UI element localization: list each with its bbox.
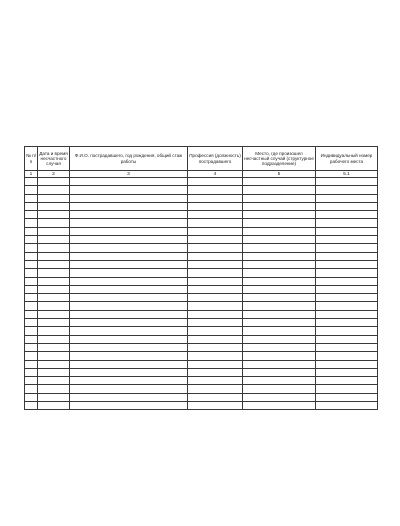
table-cell bbox=[316, 211, 378, 219]
table-cell bbox=[38, 335, 70, 343]
table-cell bbox=[243, 310, 316, 318]
table-cell bbox=[25, 236, 38, 244]
column-number-cell: 3 bbox=[70, 171, 188, 178]
table-row bbox=[25, 260, 378, 268]
table-cell bbox=[38, 310, 70, 318]
table-cell bbox=[188, 277, 243, 285]
table-cell bbox=[188, 202, 243, 210]
table-cell bbox=[38, 327, 70, 335]
table-row bbox=[25, 368, 378, 376]
table-cell bbox=[188, 393, 243, 401]
table-cell bbox=[25, 385, 38, 393]
table-cell bbox=[25, 269, 38, 277]
table-cell bbox=[38, 402, 70, 410]
table-cell bbox=[188, 319, 243, 327]
table-cell bbox=[243, 285, 316, 293]
table-row bbox=[25, 211, 378, 219]
table-cell bbox=[25, 302, 38, 310]
table-cell bbox=[70, 343, 188, 351]
table-cell bbox=[188, 294, 243, 302]
table-cell bbox=[316, 277, 378, 285]
table-cell bbox=[243, 343, 316, 351]
table-row bbox=[25, 194, 378, 202]
table-cell bbox=[316, 319, 378, 327]
table-cell bbox=[188, 227, 243, 235]
table-cell bbox=[243, 178, 316, 186]
table-cell bbox=[70, 202, 188, 210]
table-row bbox=[25, 252, 378, 260]
table-row bbox=[25, 319, 378, 327]
table-cell bbox=[316, 294, 378, 302]
table-cell bbox=[188, 327, 243, 335]
table-cell bbox=[25, 227, 38, 235]
table-row bbox=[25, 335, 378, 343]
table-cell bbox=[70, 377, 188, 385]
table-cell bbox=[316, 244, 378, 252]
table-cell bbox=[38, 294, 70, 302]
table-cell bbox=[316, 368, 378, 376]
table-cell bbox=[38, 269, 70, 277]
table-cell bbox=[316, 360, 378, 368]
table-cell bbox=[70, 402, 188, 410]
table-cell bbox=[38, 352, 70, 360]
table-cell bbox=[243, 368, 316, 376]
table-cell bbox=[25, 327, 38, 335]
column-header-victim-name: Ф.И.О. пострадавшего, год рождения, общий стаж работы bbox=[70, 147, 188, 171]
table-cell bbox=[38, 385, 70, 393]
table-cell bbox=[38, 186, 70, 194]
table-cell bbox=[243, 377, 316, 385]
table-cell bbox=[38, 377, 70, 385]
table-cell bbox=[38, 194, 70, 202]
table-cell bbox=[243, 186, 316, 194]
table-cell bbox=[25, 360, 38, 368]
table-cell bbox=[316, 393, 378, 401]
table-cell bbox=[316, 202, 378, 210]
table-cell bbox=[70, 269, 188, 277]
table-cell bbox=[70, 194, 188, 202]
table-row bbox=[25, 402, 378, 410]
table-cell bbox=[188, 302, 243, 310]
header-row bbox=[25, 147, 378, 171]
table-cell bbox=[25, 194, 38, 202]
table-cell bbox=[243, 202, 316, 210]
table-row bbox=[25, 277, 378, 285]
table-cell bbox=[243, 402, 316, 410]
table-cell bbox=[70, 260, 188, 268]
table-cell bbox=[38, 360, 70, 368]
table-cell bbox=[38, 285, 70, 293]
table-cell bbox=[316, 269, 378, 277]
table-cell bbox=[188, 377, 243, 385]
table-cell bbox=[188, 194, 243, 202]
table-cell bbox=[25, 377, 38, 385]
table-cell bbox=[243, 294, 316, 302]
table-cell bbox=[38, 368, 70, 376]
table-cell bbox=[243, 194, 316, 202]
table-cell bbox=[316, 178, 378, 186]
table-row bbox=[25, 244, 378, 252]
column-header-location: Место, где произошел несчастный случай (структурное подразделение) bbox=[243, 147, 316, 171]
table-row bbox=[25, 343, 378, 351]
table-cell bbox=[70, 236, 188, 244]
table-cell bbox=[188, 219, 243, 227]
table-row bbox=[25, 294, 378, 302]
table-cell bbox=[38, 178, 70, 186]
table-row bbox=[25, 302, 378, 310]
table-cell bbox=[25, 186, 38, 194]
table-cell bbox=[70, 244, 188, 252]
table-cell bbox=[25, 211, 38, 219]
table-row bbox=[25, 360, 378, 368]
table-cell bbox=[70, 186, 188, 194]
table-cell bbox=[70, 310, 188, 318]
table-cell bbox=[38, 393, 70, 401]
table-row bbox=[25, 202, 378, 210]
table-cell bbox=[188, 343, 243, 351]
table-row bbox=[25, 178, 378, 186]
table-cell bbox=[316, 236, 378, 244]
table-cell bbox=[243, 393, 316, 401]
table-cell bbox=[243, 260, 316, 268]
table-cell bbox=[243, 269, 316, 277]
table-cell bbox=[188, 368, 243, 376]
table-row bbox=[25, 352, 378, 360]
column-header-workplace-id: Индивидуальный номер рабочего места bbox=[316, 147, 378, 171]
table-cell bbox=[243, 219, 316, 227]
table-cell bbox=[316, 335, 378, 343]
table-cell bbox=[38, 252, 70, 260]
table-cell bbox=[243, 211, 316, 219]
table-cell bbox=[25, 178, 38, 186]
table-cell bbox=[188, 402, 243, 410]
table-cell bbox=[38, 277, 70, 285]
table-cell bbox=[25, 352, 38, 360]
table-cell bbox=[316, 285, 378, 293]
table-cell bbox=[25, 244, 38, 252]
table-cell bbox=[316, 343, 378, 351]
table-row bbox=[25, 186, 378, 194]
table-cell bbox=[70, 319, 188, 327]
column-header-profession: Профессия (должность) пострадавшего bbox=[188, 147, 243, 171]
table-cell bbox=[243, 385, 316, 393]
table-cell bbox=[25, 319, 38, 327]
table-cell bbox=[188, 260, 243, 268]
accident-journal-table bbox=[24, 146, 378, 410]
column-number-cell: 5 bbox=[243, 171, 316, 178]
table-cell bbox=[70, 385, 188, 393]
table-row bbox=[25, 385, 378, 393]
table-cell bbox=[70, 335, 188, 343]
table-cell bbox=[38, 244, 70, 252]
table-cell bbox=[25, 393, 38, 401]
column-number-row bbox=[25, 171, 378, 178]
table-row bbox=[25, 377, 378, 385]
table-row bbox=[25, 310, 378, 318]
table-cell bbox=[188, 385, 243, 393]
table-cell bbox=[70, 352, 188, 360]
table-cell bbox=[25, 335, 38, 343]
column-number-cell: 4 bbox=[188, 171, 243, 178]
table-cell bbox=[25, 294, 38, 302]
table-cell bbox=[70, 368, 188, 376]
table-cell bbox=[316, 402, 378, 410]
table-cell bbox=[70, 252, 188, 260]
table-cell bbox=[316, 260, 378, 268]
table-cell bbox=[70, 178, 188, 186]
table-cell bbox=[316, 310, 378, 318]
table-cell bbox=[38, 219, 70, 227]
column-number-cell: 1 bbox=[25, 171, 38, 178]
table-cell bbox=[243, 327, 316, 335]
table-cell bbox=[188, 335, 243, 343]
table-row bbox=[25, 393, 378, 401]
table-row bbox=[25, 269, 378, 277]
table-cell bbox=[316, 252, 378, 260]
table-cell bbox=[316, 219, 378, 227]
table-cell bbox=[188, 310, 243, 318]
table-cell bbox=[25, 285, 38, 293]
table-cell bbox=[188, 186, 243, 194]
table-cell bbox=[70, 211, 188, 219]
table-cell bbox=[70, 360, 188, 368]
table-cell bbox=[25, 202, 38, 210]
table-row bbox=[25, 236, 378, 244]
table-cell bbox=[70, 393, 188, 401]
table-cell bbox=[188, 244, 243, 252]
column-header-number: № п/п bbox=[25, 147, 38, 171]
table-cell bbox=[188, 252, 243, 260]
table-cell bbox=[25, 343, 38, 351]
table-cell bbox=[38, 319, 70, 327]
table-cell bbox=[316, 327, 378, 335]
table-cell bbox=[38, 211, 70, 219]
table-cell bbox=[243, 252, 316, 260]
table-cell bbox=[70, 327, 188, 335]
table-cell bbox=[188, 285, 243, 293]
table-cell bbox=[316, 194, 378, 202]
table-cell bbox=[70, 277, 188, 285]
table-cell bbox=[316, 352, 378, 360]
table-row bbox=[25, 327, 378, 335]
table-cell bbox=[188, 236, 243, 244]
table-cell bbox=[70, 219, 188, 227]
table-cell bbox=[25, 402, 38, 410]
table-cell bbox=[316, 377, 378, 385]
table-row bbox=[25, 219, 378, 227]
table-row bbox=[25, 227, 378, 235]
table-cell bbox=[188, 352, 243, 360]
table-cell bbox=[25, 368, 38, 376]
table-cell bbox=[25, 219, 38, 227]
table-cell bbox=[38, 202, 70, 210]
table-cell bbox=[25, 260, 38, 268]
table-cell bbox=[70, 302, 188, 310]
column-number-cell: 5.1 bbox=[316, 171, 378, 178]
table-cell bbox=[188, 178, 243, 186]
table-cell bbox=[25, 310, 38, 318]
column-header-datetime: Дата и время несчастного случая bbox=[38, 147, 70, 171]
table-cell bbox=[243, 277, 316, 285]
table-cell bbox=[243, 236, 316, 244]
table-cell bbox=[243, 227, 316, 235]
table-cell bbox=[243, 352, 316, 360]
table-cell bbox=[70, 227, 188, 235]
table-cell bbox=[70, 285, 188, 293]
table-cell bbox=[38, 227, 70, 235]
table-cell bbox=[243, 360, 316, 368]
table-cell bbox=[316, 385, 378, 393]
table-cell bbox=[38, 260, 70, 268]
table-cell bbox=[38, 343, 70, 351]
table-cell bbox=[188, 269, 243, 277]
column-number-cell: 2 bbox=[38, 171, 70, 178]
table-cell bbox=[243, 335, 316, 343]
table-cell bbox=[243, 319, 316, 327]
table-cell bbox=[188, 211, 243, 219]
table-cell bbox=[25, 277, 38, 285]
table-cell bbox=[316, 302, 378, 310]
table-cell bbox=[25, 252, 38, 260]
table-row bbox=[25, 285, 378, 293]
table-cell bbox=[70, 294, 188, 302]
table-cell bbox=[243, 302, 316, 310]
table-cell bbox=[316, 186, 378, 194]
table-cell bbox=[38, 302, 70, 310]
table-cell bbox=[243, 244, 316, 252]
table-cell bbox=[188, 360, 243, 368]
table-cell bbox=[316, 227, 378, 235]
table-cell bbox=[38, 236, 70, 244]
